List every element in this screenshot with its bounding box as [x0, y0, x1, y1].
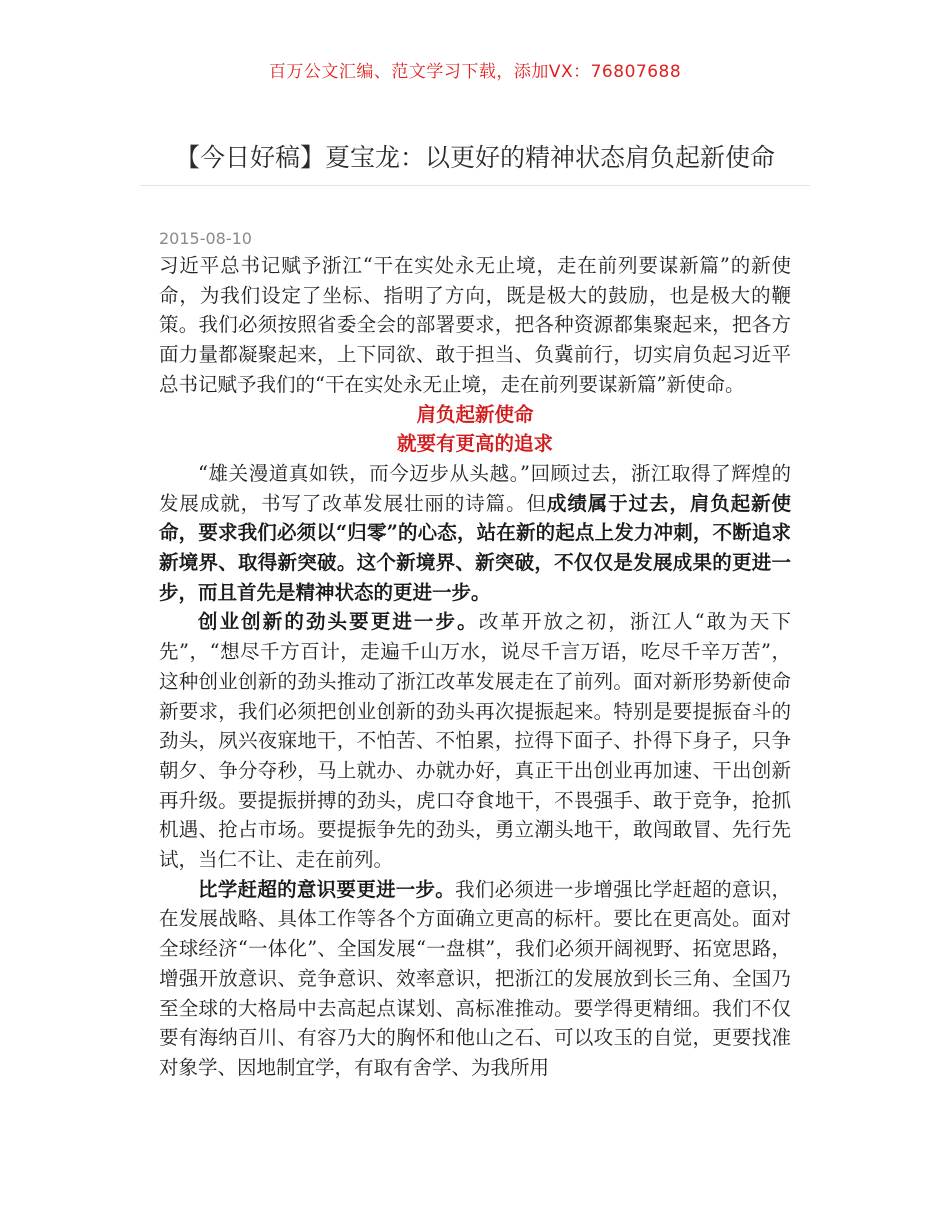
section-heading-line-2: 就要有更高的追求: [396, 432, 553, 456]
paragraph-3-lead: 比学赶超的意识要更进一步。: [198, 877, 456, 901]
section-heading-line-1: 肩负起新使命: [416, 402, 534, 426]
watermark-banner: 百万公文汇编、范文学习下载，添加VX：76807688: [268, 62, 682, 82]
publish-date: 2015-08-10: [159, 229, 252, 248]
article-body: [159, 251, 791, 1083]
intro-paragraph: 习近平总书记赋予浙江“干在实处永无止境，走在前列要谋新篇”的新使命，为我们设定了坐标、指明了方向，既是极大的鼓励，也是极大的鞭策。我们必须按照省委全会的部署要求，把各种资源都集聚起来，把各方面力量都凝聚起来，上下同欲、敢于担当、负冀前行，切实肩负起习近平总书记赋予我们的“干在实处永无止境，走在前列要谋新篇”新使命。: [159, 254, 791, 396]
article-title: 【今日好稿】夏宝龙：以更好的精神状态肩负起新使命: [174, 143, 775, 172]
paragraph-1-emphasis: 成绩属于过去，肩负起新使命，要求我们必须以“归零”的心态，站在新的起点上发力冲刺，不断追求新境界、取得新突破。这个新境界、新突破，不仅仅是发展成果的更进一步，而且首先是精神状态的更进一步。: [159, 491, 791, 604]
paragraph-2-text: 改革开放之初，浙江人“敢为天下先”，“想尽千方百计，走遍千山万水，说尽千言万语，吃尽千辛万苦”，这种创业创新的劲头推动了浙江改革发展走在了前列。面对新形势新使命新要求，我们必须把创业创新的劲头再次提振起来。特别是要提振奋斗的劲头，夙兴夜寐地干，不怕苦、不怕累，拉得下面子、扑得下身子，只争朝夕、争分夺秒，马上就办、办就办好，真正干出创业再加速、干出创新再升级。要提振拼搏的劲头，虎口夺食地干，不畏强手、敢于竞争，抢抓机遇、抢占市场。要提振争先的劲头，勇立潮头地干，敢闯敢冒、先行先试，当仁不让、走在前列。: [159, 610, 791, 872]
paragraph-3-text: 我们必须进一步增强比学赶超的意识，在发展战略、具体工作等各个方面确立更高的标杆。要比在更高处。面对全球经济“一体化”、全国发展“一盘棋”，我们必须开阔视野、拓宽思路，增强开放意识、竞争意识、效率意识，把浙江的发展放到长三角、全国乃至全球的大格局中去高起点谋划、高标准推动。要学得更精细。我们不仅要有海纳百川、有容乃大的胸怀和他山之石、可以攻玉的自觉，更要找准对象学、因地制宜学，有取有舍学、为我所用: [159, 877, 791, 1079]
paragraph-3: [159, 875, 791, 1083]
paragraph-2: [159, 607, 791, 874]
paragraph-1-text: “雄关漫道真如铁，而今迈步从头越。”回顾过去，浙江取得了辉煌的发展成就，书写了改革发展壮丽的诗篇。但: [159, 461, 791, 515]
title-divider: [140, 185, 810, 186]
paragraph-1: [159, 459, 791, 608]
paragraph-2-lead: 创业创新的劲头要更进一步。: [198, 610, 479, 634]
